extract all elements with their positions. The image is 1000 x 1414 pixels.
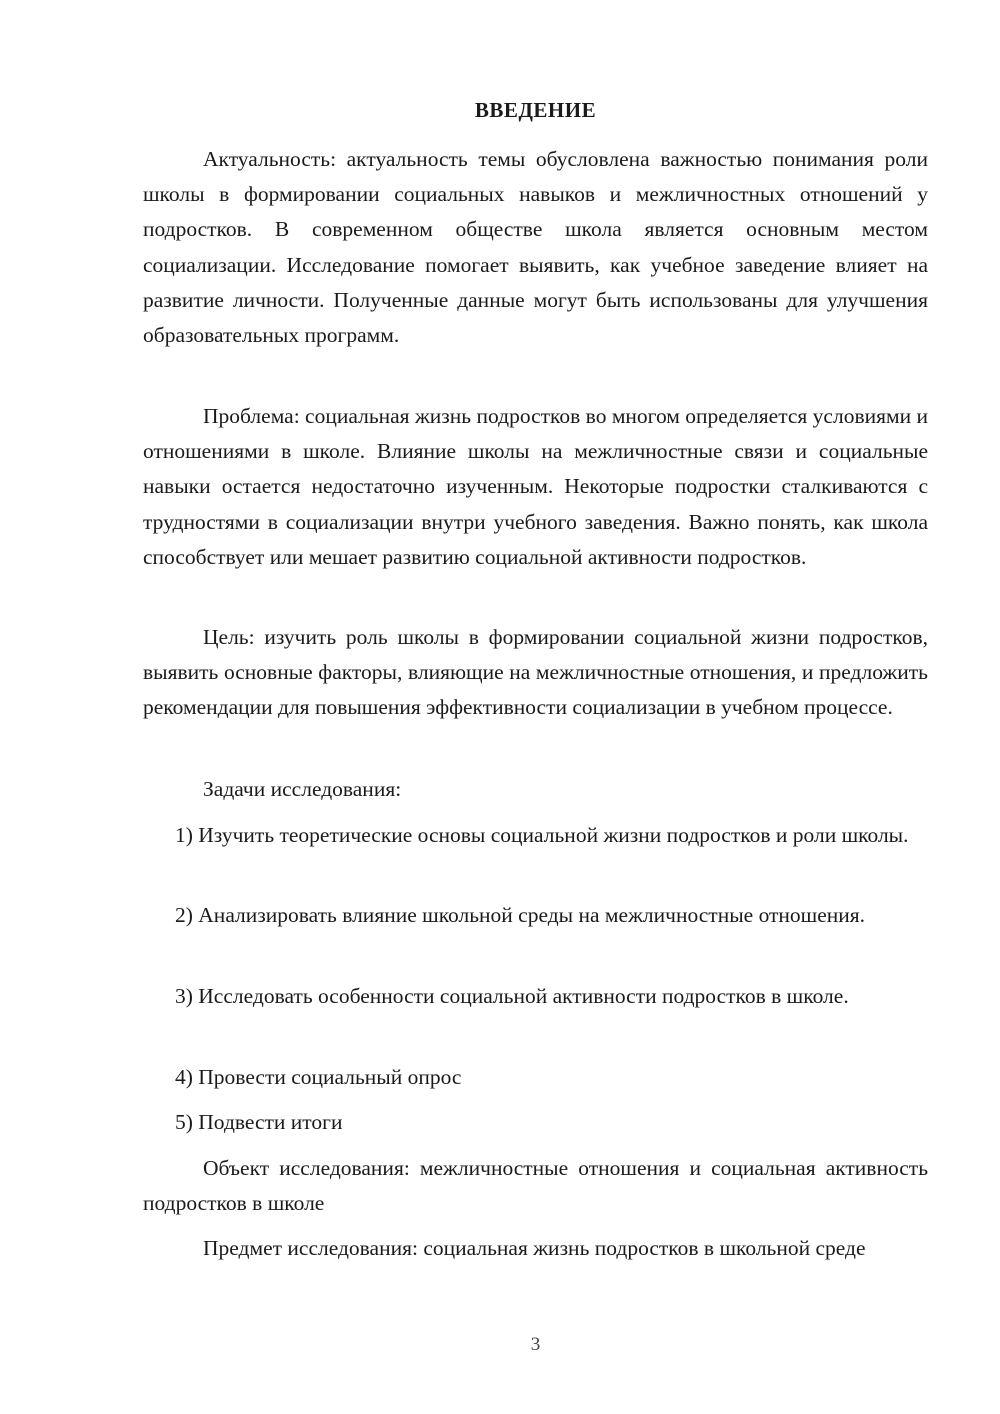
page-number: 3 — [530, 1334, 541, 1355]
paragraph-goal: Цель: изучить роль школы в формировании социальной жизни подростков, выявить основные факторы, влияющие на межличностные отношения, и предложить рекомендации для повышения эффективности социализации в учебном процессе. — [143, 625, 928, 720]
task-item-3: 3) Исследовать особенности социальной активности подростков в школе. — [175, 984, 849, 1008]
tasks-heading: Задачи исследования: — [203, 777, 402, 801]
task-item-2: 2) Анализировать влияние школьной среды на межличностные отношения. — [175, 903, 866, 927]
paragraph-subject: Предмет исследования: социальная жизнь подростков в школьной среде — [203, 1236, 866, 1260]
paragraph-relevance: Актуальность: актуальность темы обусловлена важностью понимания роли школы в формировании социальных навыков и межличностных отношений у подростков. В современном обществе школа является основным местом социализации. Исследование помогает выявить, как учебное заведение влияет на развитие личности. Полученные данные могут быть использованы для улучшения образовательных программ. — [143, 147, 928, 348]
task-item-4: 4) Провести социальный опрос — [175, 1065, 462, 1089]
paragraph-object: Объект исследования: межличностные отношения и социальная активность подростков в школе — [143, 1156, 928, 1216]
document-page — [143, 0, 928, 1414]
page-title: ВВЕДЕНИЕ — [474, 98, 597, 122]
paragraph-problem: Проблема: социальная жизнь подростков во многом определяется условиями и отношениями в школе. Влияние школы на межличностные связи и социальные навыки остается недостаточно изученным. Некоторые подростки сталкиваются с трудностями в социализации внутри учебного заведения. Важно понять, как школа способствует или мешает развитию социальной активности подростков. — [143, 404, 928, 569]
task-item-5: 5) Подвести итоги — [175, 1110, 343, 1134]
task-item-1: 1) Изучить теоретические основы социальной жизни подростков и роли школы. — [175, 823, 909, 847]
